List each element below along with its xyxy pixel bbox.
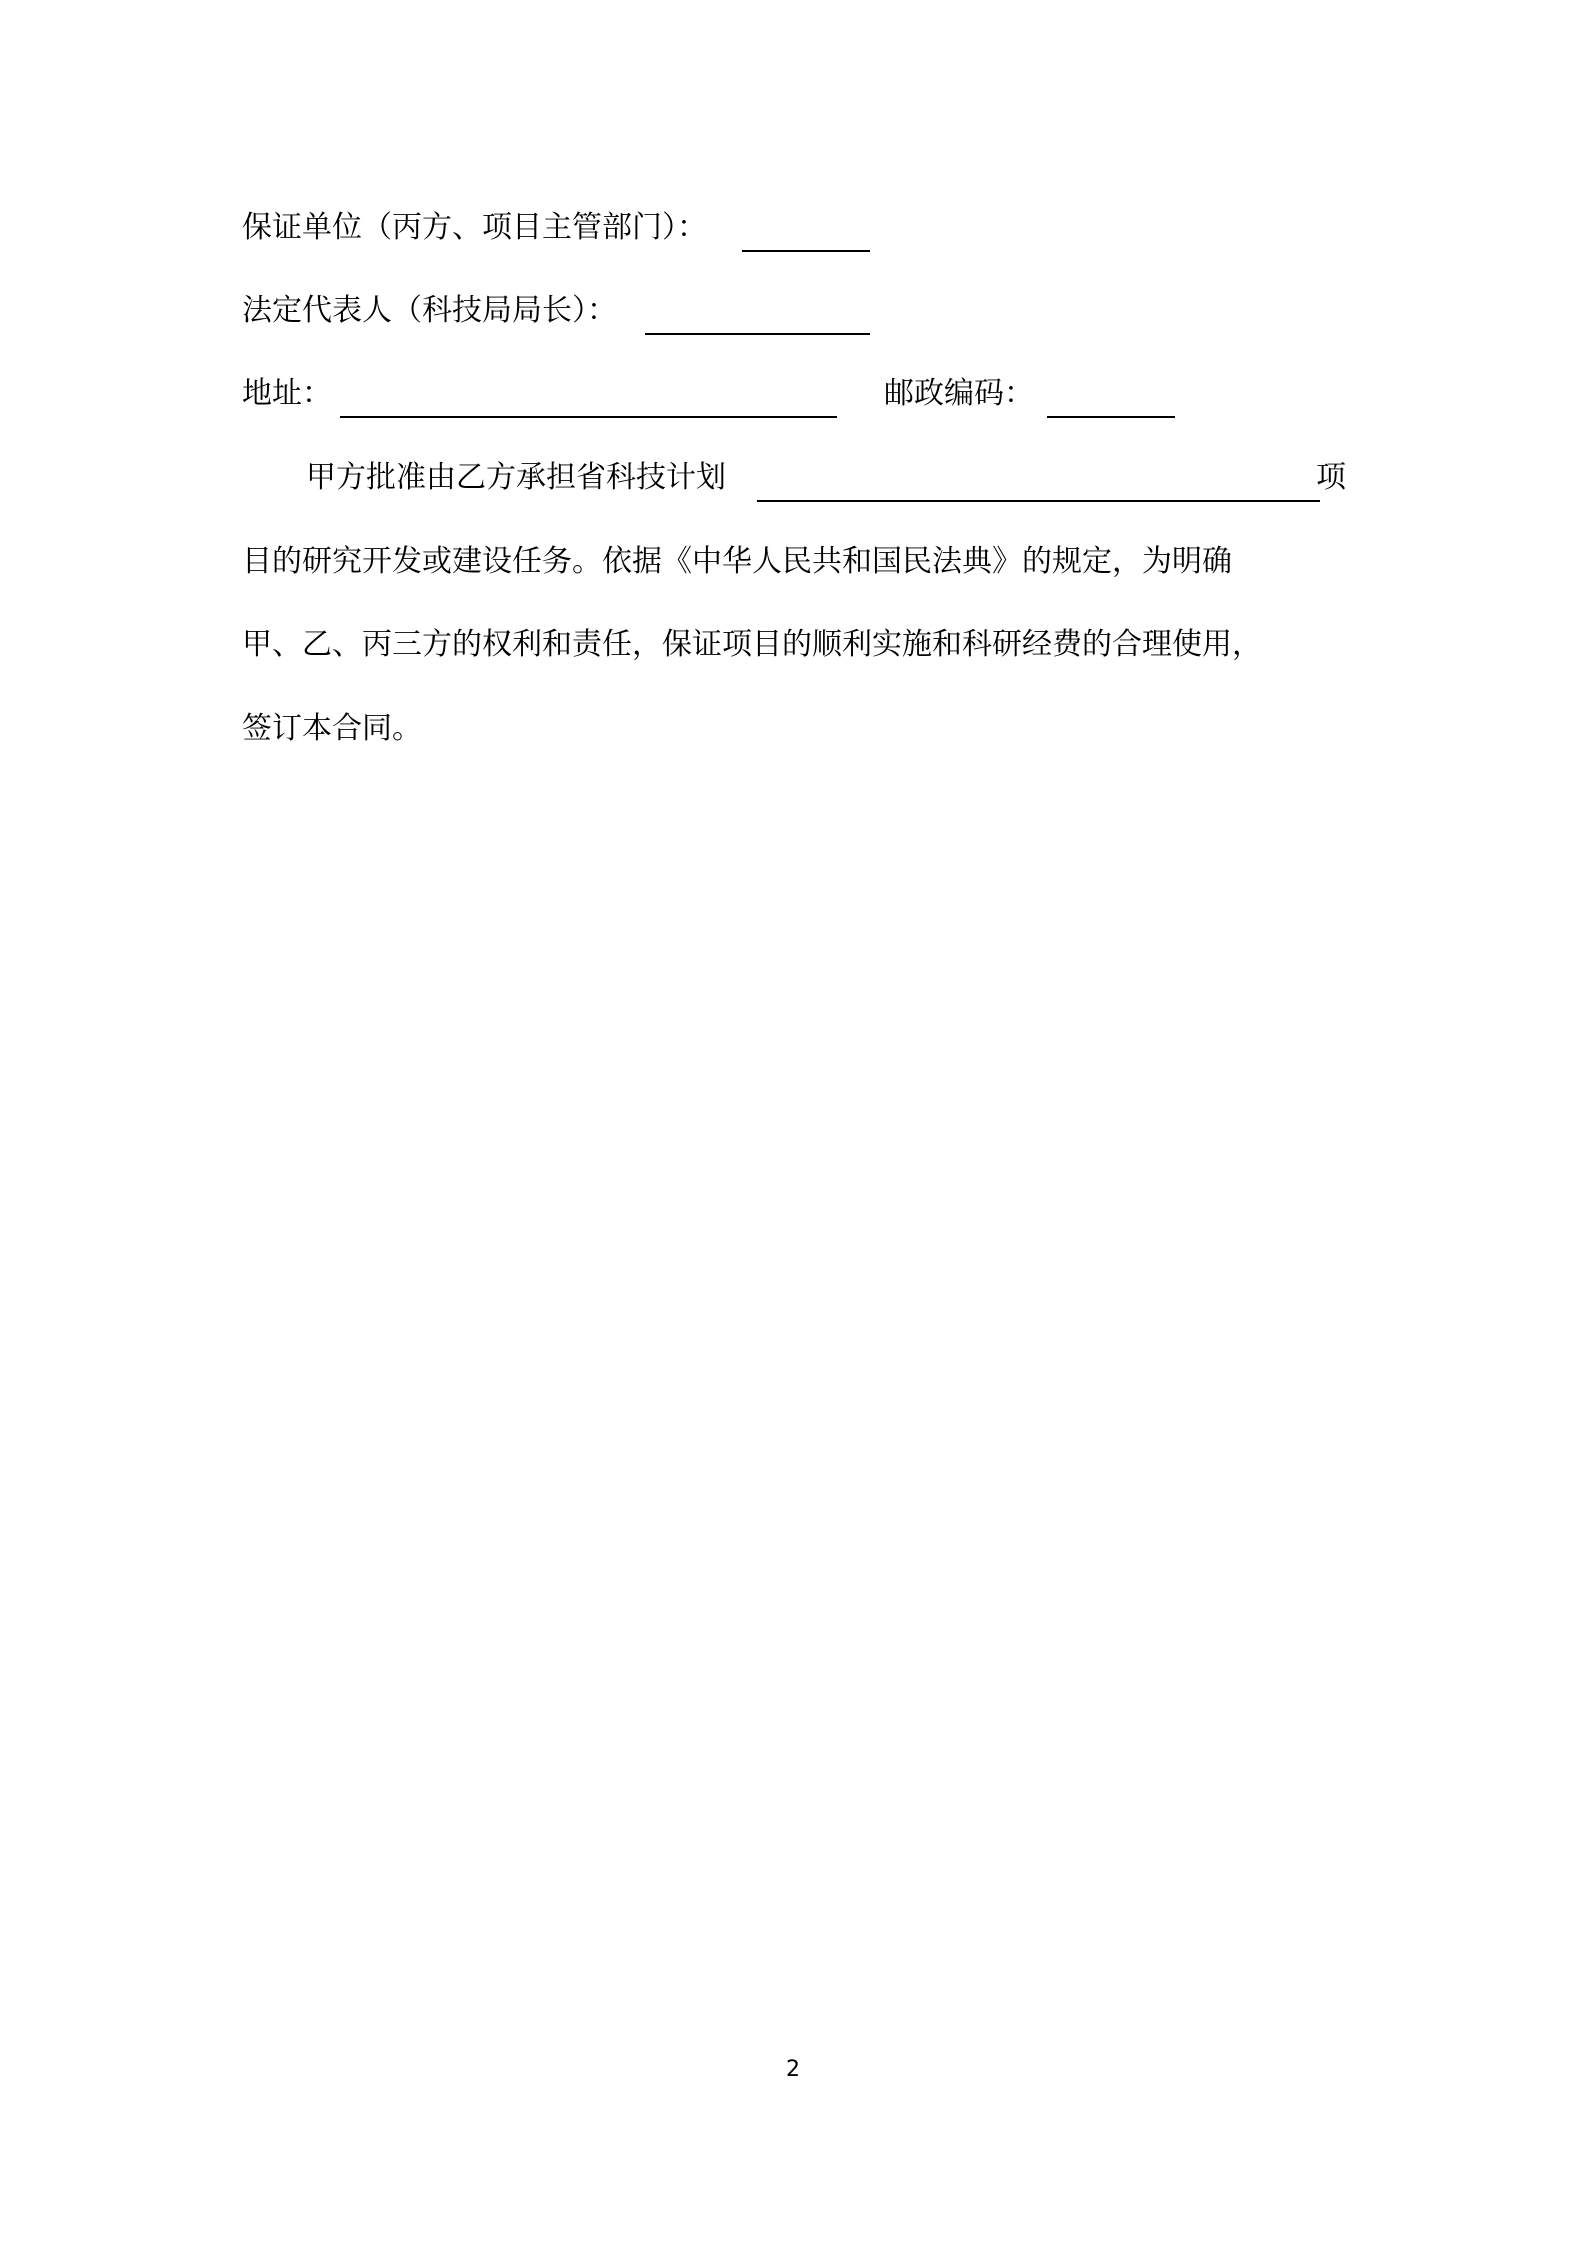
paragraph-line-1-suffix: 项 [1316,460,1346,495]
paragraph-line-2: 目的研究开发或建设任务。依据《中华人民共和国民法典》的规定，为明确 [242,544,1232,579]
legal-rep-label: 法定代表人（科技局局长）： [242,293,617,328]
address-blank[interactable] [340,416,837,418]
guarantor-label: 保证单位（丙方、项目主管部门）： [242,210,707,245]
paragraph-line-4: 签订本合同。 [242,711,422,746]
postal-code-blank[interactable] [1047,416,1175,418]
guarantor-blank[interactable] [742,250,870,252]
address-label: 地址： [242,376,332,411]
page-number: 2 [786,2057,800,2082]
paragraph-line-1-prefix: 甲方批准由乙方承担省科技计划 [306,460,726,495]
legal-rep-blank[interactable] [645,333,870,335]
project-name-blank[interactable] [757,500,1320,502]
postal-code-label: 邮政编码： [884,376,1034,411]
paragraph-line-3: 甲、乙、丙三方的权利和责任，保证项目的顺利实施和科研经费的合理使用， [242,627,1262,662]
